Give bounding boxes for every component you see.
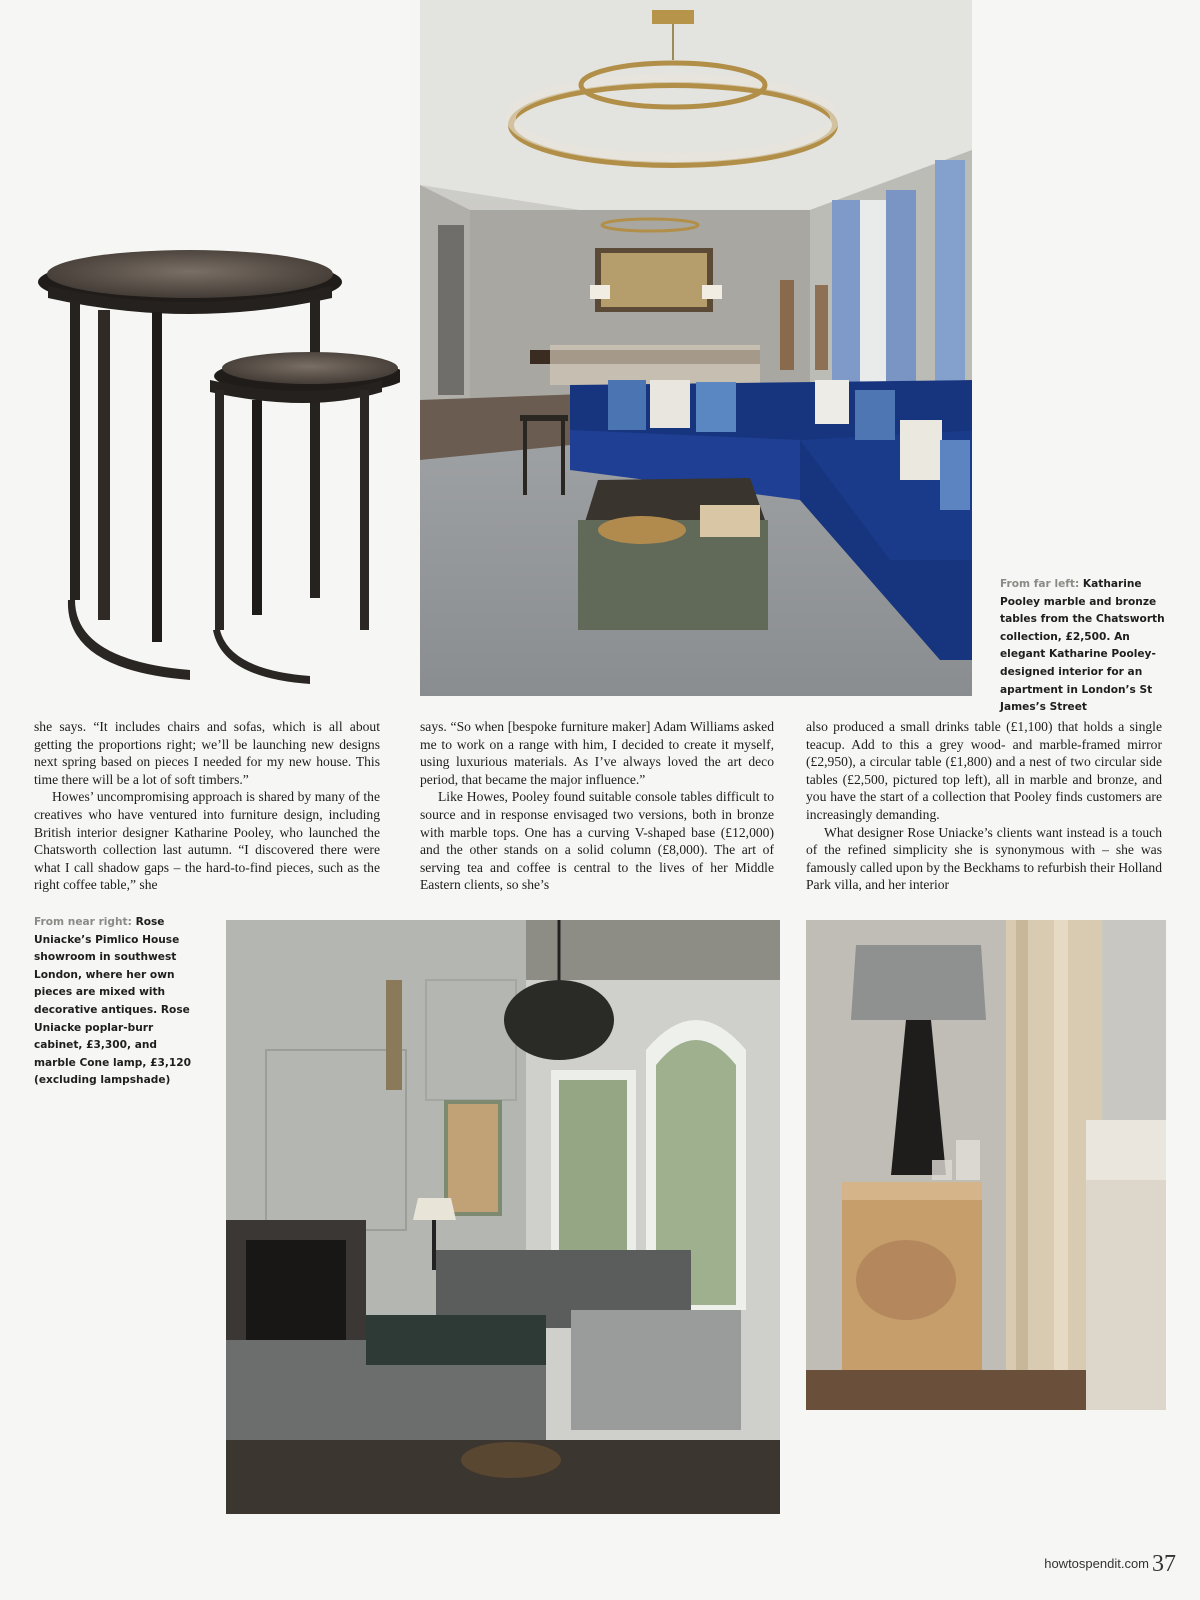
nesting-tables-photo	[30, 240, 400, 690]
caption-top	[1000, 576, 1175, 717]
article-column-2	[420, 718, 774, 894]
caption-bottom	[34, 914, 194, 1090]
paragraph: What designer Rose Uniacke’s clients want instead is a touch of the refined simplicity she is synonymous with – she was famously called upon by the Beckhams to refurbish their Holland Park villa, and her interior	[806, 824, 1162, 893]
caption-bottom-body: Rose Uniacke’s Pimlico House showroom in southwest London, where her own pieces are mixed with decorative antiques. Rose Uniacke poplar-burr cabinet, £3,300, and marble Cone lamp, £3,120 (excluding lampshade)	[34, 916, 191, 1087]
paragraph: Howes’ uncompromising approach is shared by many of the creatives who have ventured into furniture design, including British interior designer Katharine Pooley, who launched the Chatsworth collection last autumn. “I discovered there were what I call shadow gaps – the hard-to-find pieces, such as the right coffee table,” she	[34, 789, 380, 893]
pooley-living-room-photo	[420, 0, 972, 696]
page-folio	[1044, 1551, 1176, 1578]
caption-bottom-lead: From near right:	[34, 916, 132, 928]
uniacke-showroom-photo	[226, 920, 780, 1514]
article-column-3	[806, 718, 1162, 894]
paragraph: she says. “It includes chairs and sofas, which is all about getting the proportions right; we’ll be launching new designs next spring based on pieces I needed for my new house. This time there will be a lot of soft timbers.”	[34, 719, 380, 787]
paragraph: also produced a small drinks table (£1,100) that holds a single teacup. Add to this a grey wood- and marble-framed mirror (£2,950), a circular table (£1,800) and a nest of two circular side tables (£2,500, pictured top left), all in marble and bronze, and you have the start of a collection that Pooley finds customers are increasingly demanding.	[806, 719, 1162, 822]
caption-top-body: Katharine Pooley marble and bronze tables from the Chatsworth collection, £2,500. An elegant Katharine Pooley-designed interior for an apartment in London’s St James’s Street	[1000, 578, 1165, 714]
article-column-1	[34, 718, 380, 894]
caption-top-lead: From far left:	[1000, 578, 1080, 590]
paragraph: Like Howes, Pooley found suitable console tables difficult to source and in response envisaged two versions, both in bronze with marble tops. One has a curving V-shaped base (£12,000) and the other stands on a solid column (£8,000). The art of serving tea and coffee is central to the lives of her Middle Eastern clients, so she’s	[420, 789, 774, 893]
folio-url: howtospendit.com	[1044, 1556, 1149, 1571]
paragraph: says. “So when [bespoke furniture maker] Adam Williams asked me to work on a range with him, I decided to create it myself, using luxurious materials. As I’ve always loved the art deco period, that became the major influence.”	[420, 719, 774, 787]
cabinet-lamp-photo	[806, 920, 1166, 1410]
page-number: 37	[1152, 1551, 1176, 1577]
